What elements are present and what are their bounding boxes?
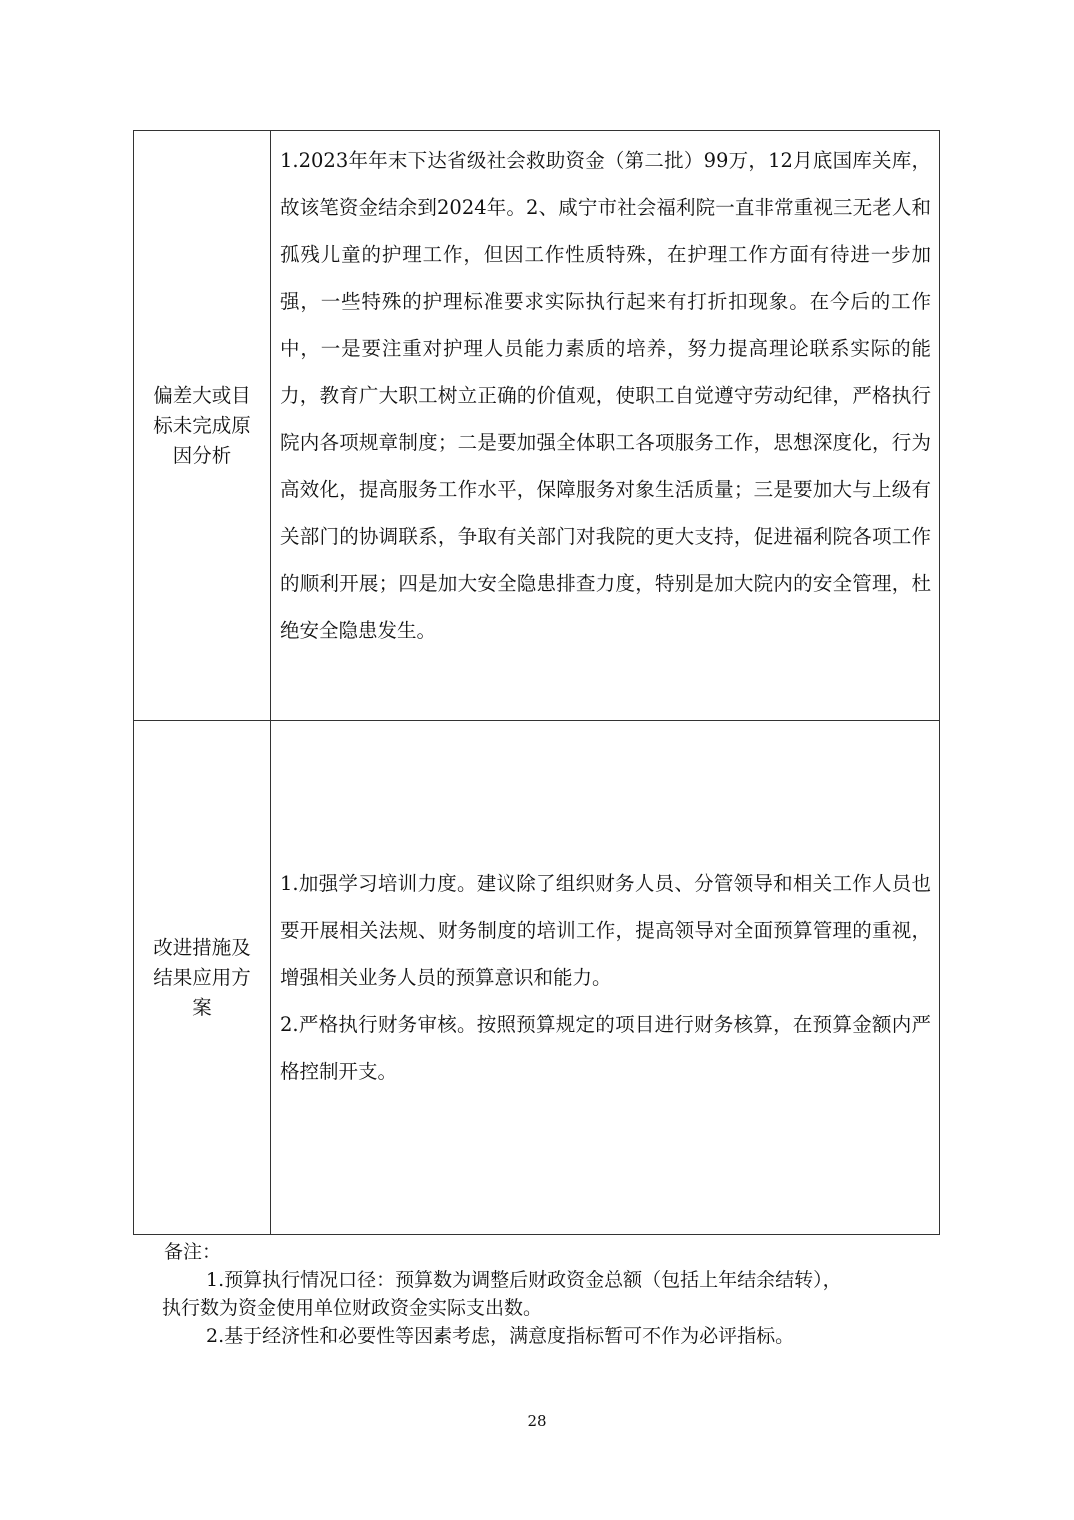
page-number: 28	[527, 1412, 547, 1430]
table-row	[134, 721, 940, 1235]
notes-heading: 备注：	[164, 1241, 222, 1263]
row-label-cell	[134, 721, 271, 1235]
row-label: 偏差大或目标未完成原因分析	[153, 383, 251, 467]
row-content-cell	[271, 721, 940, 1235]
note-item-1-line-1: 1.预算执行情况口径：预算数为调整后财政资金总额（包括上年结余结转），	[206, 1269, 842, 1291]
row-label: 改进措施及结果应用方案	[153, 935, 251, 1019]
row-label-cell	[134, 131, 271, 721]
evaluation-table	[133, 130, 940, 1235]
reason-analysis-text: 1.2023年年末下达省级社会救助资金（第二批）99万，12月底国库关库，故该笔资金结余到2024年。2、咸宁市社会福利院一直非常重视三无老人和孤残儿童的护理工作，但因工作性质特殊，在护理工作方面有待进一步加强，一些特殊的护理标准要求实际执行起来有打折扣现象。在今后的工作中，一是要注重对护理人员能力素质的培养，努力提高理论联系实际的能力，教育广大职工树立正确的价值观，使职工自觉遵守劳动纪律，严格执行院内各项规章制度；二是要加强全体职工各项服务工作，思想深度化，行为高效化，提高服务工作水平，保障服务对象生活质量；三是要加大与上级有关部门的协调联系，争取有关部门对我院的更大支持，促进福利院各项工作的顺利开展；四是加大安全隐患排查力度，特别是加大院内的安全管理，杜绝安全隐患发生。	[280, 149, 931, 642]
table-row	[134, 131, 940, 721]
notes-section	[164, 1238, 924, 1350]
row-content-cell	[271, 131, 940, 721]
note-item-2: 2.基于经济性和必要性等因素考虑，满意度指标暂可不作为必评指标。	[206, 1325, 795, 1347]
improvement-measure-1: 1.加强学习培训力度。建议除了组织财务人员、分管领导和相关工作人员也要开展相关法规、财务制度的培训工作，提高领导对全面预算管理的重视，增强相关业务人员的预算意识和能力。	[280, 872, 931, 989]
improvement-measure-2: 2.严格执行财务审核。按照预算规定的项目进行财务核算，在预算金额内严格控制开支。	[280, 1013, 931, 1083]
note-item-1-line-2: 执行数为资金使用单位财政资金实际支出数。	[162, 1297, 543, 1319]
